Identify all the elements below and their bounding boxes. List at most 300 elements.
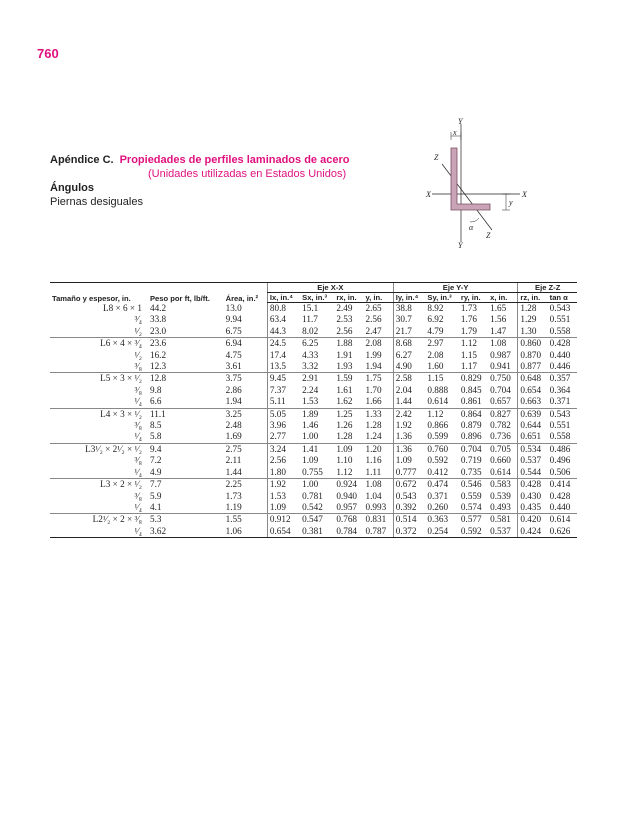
value-cell: 0.581 [490,514,511,525]
value-cell: 0.392 [393,502,425,514]
size-cell: L6 × 4 × ³⁄₄ [100,338,142,349]
value-cell: 2.53 [336,314,353,325]
size-cell: ³⁄₈ [134,384,142,395]
value-cell: 1.70 [365,384,382,395]
size-cell: L3 × 2 × ¹⁄₂ [100,479,142,490]
table-row [50,420,577,431]
value-cell: 4.1 [148,502,224,514]
value-cell: 2.56 [267,455,300,466]
value-cell: 0.506 [548,467,577,479]
value-cell: 0.639 [518,408,548,420]
value-cell: 1.44 [224,467,268,479]
group-header-zz: Eje Z-Z [518,283,577,293]
value-cell: 6.94 [225,338,242,349]
value-cell: 0.735 [459,467,488,479]
appendix-label: Apéndice C. [50,154,114,166]
value-cell: 0.420 [518,514,548,526]
table-row [50,514,577,526]
value-cell: 0.372 [393,526,425,538]
unequal-angles-table [50,282,577,538]
value-cell: 2.97 [427,338,444,349]
value-cell: 1.61 [336,384,353,395]
value-cell: 1.12 [334,467,363,479]
value-cell: 1.73 [460,303,477,313]
value-cell: 0.539 [490,490,511,501]
value-cell: 0.654 [267,526,300,538]
value-cell: 0.435 [518,502,548,514]
value-cell: 17.4 [267,350,300,361]
value-cell: 1.19 [224,502,268,514]
value-cell: 1.89 [302,408,319,419]
value-cell: 0.626 [548,526,577,538]
value-cell: 0.254 [425,526,459,538]
value-cell: 2.56 [365,314,382,325]
size-cell: ¹⁄₂ [134,349,142,360]
value-cell: 0.537 [488,526,518,538]
col-area-header: Área, in.² [225,293,259,303]
value-cell: 1.26 [336,420,353,431]
table-row [50,502,577,514]
value-cell: 1.12 [427,408,444,419]
value-cell: 0.551 [549,314,571,325]
value-cell: 1.06 [224,526,268,538]
table-row [50,467,577,479]
value-cell: 8.68 [393,338,425,350]
value-cell: 0.860 [518,338,548,350]
value-cell: 1.00 [302,479,319,490]
value-cell: 1.92 [393,420,425,431]
value-cell: 80.8 [267,303,300,315]
size-cell: ¹⁄₄ [50,502,148,514]
value-cell: 21.7 [393,326,425,338]
value-cell: 0.648 [518,373,548,385]
value-cell: 3.61 [224,361,268,373]
value-cell: 0.870 [518,350,548,361]
value-cell: 0.440 [549,349,571,360]
value-cell: 0.651 [518,431,548,443]
value-cell: 0.831 [365,514,387,525]
value-cell: 0.428 [549,338,571,349]
value-cell: 0.537 [518,455,548,466]
value-cell: 0.657 [488,396,518,408]
value-cell: 1.93 [334,361,363,373]
value-cell: 0.755 [300,467,334,479]
value-cell: 0.784 [334,526,363,538]
col-iy-header: Iy, in.⁴ [393,293,425,303]
value-cell: 2.77 [267,431,300,443]
value-cell: 1.79 [459,326,488,338]
label-x-small: x [453,128,457,137]
value-cell: 0.760 [427,443,449,454]
size-cell: L4 × 3 × ¹⁄₂ [100,408,142,419]
value-cell: 2.58 [393,373,425,385]
value-cell: 1.15 [427,373,444,384]
value-cell: 1.46 [302,420,319,431]
value-cell: 0.357 [549,373,571,384]
value-cell: 1.17 [459,361,488,373]
value-cell: 0.719 [460,455,482,466]
value-cell: 0.364 [549,384,571,395]
value-cell: 9.4 [149,443,162,454]
value-cell: 0.543 [549,303,571,313]
value-cell: 1.56 [490,314,507,325]
value-cell: 23.6 [149,338,167,349]
value-cell: 0.768 [336,514,357,525]
value-cell: 0.924 [336,479,357,490]
value-cell: 3.96 [267,420,300,431]
value-cell: 0.866 [427,420,449,431]
value-cell: 0.440 [548,502,577,514]
value-cell: 13.5 [267,361,300,373]
col-ry-header: ry, in. [459,293,488,303]
value-cell: 11.7 [302,314,318,325]
value-cell: 0.614 [425,396,459,408]
value-cell: 9.45 [267,373,300,385]
table-row [50,431,577,443]
size-cell: L2¹⁄₂ × 2 × ³⁄₈ [92,514,142,525]
value-cell: 2.11 [225,455,242,466]
z-axis-line [442,164,492,230]
value-cell: 1.10 [336,455,353,466]
table-row [50,396,577,408]
col-weight-header: Peso por ft, lb/ft. [149,293,210,303]
value-cell: 9.94 [225,314,242,325]
value-cell: 1.44 [393,396,425,408]
size-cell: ¹⁄₄ [50,396,148,408]
value-cell: 3.62 [148,526,224,538]
value-cell: 1.69 [224,431,268,443]
value-cell: 38.8 [393,303,425,315]
value-cell: 1.88 [336,338,353,349]
value-cell: 0.879 [460,420,482,431]
value-cell: 1.15 [460,349,477,360]
value-cell: 4.33 [302,349,319,360]
angle-shape [451,148,490,210]
value-cell: 2.42 [393,408,425,420]
value-cell: 5.3 [149,514,162,525]
section-subtitle: Piernas desiguales [50,196,143,208]
value-cell: 1.09 [336,443,353,454]
value-cell: 44.3 [267,326,300,338]
value-cell: 0.514 [393,514,425,526]
value-cell: 0.551 [549,420,571,431]
table-row [50,526,577,538]
value-cell: 0.542 [300,502,334,514]
value-cell: 1.11 [364,467,394,479]
value-cell: 1.29 [518,314,548,325]
value-cell: 2.08 [365,338,382,349]
col-sx-header: Sx, in.³ [300,293,334,303]
label-y-small: y [509,198,513,207]
value-cell: 2.65 [365,303,382,313]
value-cell: 0.987 [490,349,511,360]
value-cell: 4.90 [393,361,425,373]
value-cell: 5.9 [149,490,162,501]
value-cell: 0.371 [548,396,577,408]
value-cell: 1.53 [300,396,334,408]
value-cell: 16.2 [149,349,167,360]
value-cell: 15.1 [302,303,319,313]
value-cell: 1.92 [267,479,300,491]
value-cell: 0.654 [518,385,548,396]
value-cell: 1.12 [460,338,477,349]
label-x-right: X [522,190,527,199]
col-rx-header: rx, in. [334,293,363,303]
col-sy-header: Sy, in.³ [425,293,459,303]
value-cell: 0.941 [488,361,518,373]
value-cell: 0.559 [460,490,482,501]
value-cell: 8.02 [300,326,334,338]
table-row [50,385,577,396]
value-cell: 0.496 [549,455,571,466]
value-cell: 23.0 [148,326,224,338]
table-row [50,443,577,455]
value-cell: 1.04 [365,490,382,501]
group-header-yy: Eje Y-Y [393,283,518,293]
value-cell: 44.2 [149,302,167,313]
value-cell: 0.493 [488,502,518,514]
value-cell: 1.55 [225,514,242,525]
appendix-title: Propiedades de perfiles laminados de acero [119,154,350,166]
value-cell: 0.845 [460,384,482,395]
value-cell: 1.33 [365,408,382,419]
label-z-left: Z [434,153,439,162]
value-cell: 8.92 [427,303,444,313]
value-cell: 0.864 [460,408,482,419]
table-row [50,350,577,361]
value-cell: 0.592 [427,455,449,466]
value-cell: 0.424 [518,526,548,538]
value-cell: 12.8 [149,373,167,384]
angle-section-diagram [424,118,544,248]
value-cell: 0.827 [490,408,511,419]
value-cell: 0.614 [488,467,518,479]
size-cell: ¹⁄₄ [50,467,148,479]
value-cell: 0.888 [427,384,449,395]
value-cell: 0.543 [549,408,571,419]
size-cell: ¹⁄₄ [50,431,148,443]
value-cell: 3.75 [225,373,242,384]
value-cell: 2.75 [225,443,242,454]
table-row [50,455,577,466]
value-cell: 6.27 [393,350,425,361]
value-cell: 1.99 [365,349,382,360]
value-cell: 1.09 [302,455,319,466]
value-cell: 0.663 [518,396,548,408]
value-cell: 2.48 [225,420,242,431]
value-cell: 1.08 [490,338,507,349]
table-row [50,303,577,315]
size-cell: ³⁄₈ [134,490,142,501]
value-cell: 1.20 [365,443,382,454]
value-cell: 1.30 [518,326,548,338]
col-y-header: y, in. [364,293,394,303]
value-cell: 0.705 [490,443,511,454]
value-cell: 13.0 [225,302,242,313]
value-cell: 0.829 [460,373,482,384]
size-cell: ¹⁄₂ [50,326,148,338]
value-cell: 0.260 [425,502,459,514]
value-cell: 0.704 [490,384,511,395]
label-y-bottom: Y [458,241,463,248]
value-cell: 0.940 [336,490,357,501]
value-cell: 2.47 [364,326,394,338]
value-cell: 1.08 [365,479,382,490]
value-cell: 63.4 [267,314,300,325]
value-cell: 0.543 [393,491,425,502]
value-cell: 1.09 [393,455,425,466]
value-cell: 1.73 [225,490,242,501]
value-cell: 1.75 [365,373,382,384]
value-cell: 12.3 [148,361,224,373]
value-cell: 0.614 [549,514,571,525]
size-cell: L5 × 3 × ¹⁄₂ [100,373,142,384]
value-cell: 1.36 [393,443,425,455]
table-row [50,361,577,373]
value-cell: 0.574 [459,502,488,514]
value-cell: 4.79 [425,326,459,338]
value-cell: 1.36 [393,431,425,443]
value-cell: 0.486 [549,443,571,454]
value-cell: 1.28 [365,420,382,431]
label-alpha: α [469,223,474,232]
value-cell: 3.24 [267,443,300,455]
value-cell: 0.381 [300,526,334,538]
value-cell: 0.558 [548,431,577,443]
value-cell: 8.5 [149,420,162,431]
value-cell: 1.53 [267,491,300,502]
value-cell: 0.736 [488,431,518,443]
value-cell: 11.1 [149,408,166,419]
col-x-header: x, in. [488,293,518,303]
value-cell: 0.861 [459,396,488,408]
value-cell: 0.534 [518,443,548,455]
label-x-left: X [426,190,431,199]
value-cell: 1.59 [336,373,353,384]
label-z-right: Z [486,231,491,240]
value-cell: 4.9 [148,467,224,479]
value-cell: 0.474 [427,479,449,490]
value-cell: 0.912 [267,514,300,526]
units-note: (Unidades utilizadas en Estados Unidos) [148,168,347,180]
value-cell: 0.446 [548,361,577,373]
value-cell: 1.28 [334,431,363,443]
value-cell: 1.66 [364,396,394,408]
value-cell: 0.993 [364,502,394,514]
value-cell: 1.00 [300,431,334,443]
size-cell: L3¹⁄₂ × 2¹⁄₂ × ¹⁄₂ [85,443,142,454]
value-cell: 6.75 [224,326,268,338]
value-cell: 0.782 [490,420,511,431]
value-cell: 0.428 [518,479,548,491]
value-cell: 0.599 [425,431,459,443]
value-cell: 7.7 [149,479,162,490]
value-cell: 0.781 [302,490,323,501]
label-y-top: Y [458,118,463,126]
value-cell: 2.91 [302,373,319,384]
value-cell: 1.41 [302,443,319,454]
value-cell: 7.37 [267,385,300,396]
value-cell: 0.428 [549,490,571,501]
value-cell: 7.2 [149,455,162,466]
value-cell: 0.430 [518,491,548,502]
table-row [50,408,577,420]
value-cell: 2.25 [225,479,242,490]
size-cell: ³⁄₄ [134,314,142,325]
value-cell: 4.75 [225,349,242,360]
value-cell: 0.547 [302,514,323,525]
value-cell: 1.28 [518,303,548,315]
value-cell: 0.660 [490,455,511,466]
size-cell: L8 × 6 × 1 [103,302,142,313]
appendix-heading [50,153,349,209]
value-cell: 0.363 [427,514,449,525]
value-cell: 2.04 [393,385,425,396]
value-cell: 0.546 [460,479,482,490]
page-number: 760 [37,46,59,61]
size-cell: ³⁄₈ [50,361,148,373]
value-cell: 1.16 [365,455,382,466]
value-cell: 1.94 [364,361,394,373]
value-cell: 0.957 [334,502,363,514]
value-cell: 0.414 [549,479,571,490]
value-cell: 1.24 [364,431,394,443]
value-cell: 6.6 [148,396,224,408]
table-row [50,479,577,491]
value-cell: 3.32 [300,361,334,373]
value-cell: 0.704 [460,443,482,454]
value-cell: 3.25 [225,408,242,419]
group-header-xx: Eje X-X [267,283,393,293]
value-cell: 30.7 [393,314,425,325]
table-row [50,338,577,350]
value-cell: 2.56 [334,326,363,338]
value-cell: 2.24 [302,384,319,395]
value-cell: 1.62 [334,396,363,408]
value-cell: 0.544 [518,467,548,479]
value-cell: 33.8 [149,314,167,325]
value-cell: 0.412 [425,467,459,479]
value-cell: 5.05 [267,408,300,420]
table-row [50,326,577,338]
table-row [50,373,577,385]
value-cell: 0.877 [518,361,548,373]
col-tan-header: tan α [548,293,577,303]
value-cell: 1.47 [488,326,518,338]
value-cell: 0.558 [548,326,577,338]
value-cell: 0.583 [490,479,511,490]
value-cell: 1.80 [267,467,300,479]
value-cell: 24.5 [267,338,300,350]
value-cell: 6.25 [302,338,319,349]
value-cell: 0.750 [490,373,511,384]
size-cell: ³⁄₈ [134,455,142,466]
value-cell: 0.577 [460,514,482,525]
value-cell: 9.8 [149,384,162,395]
value-cell: 2.49 [336,303,353,313]
value-cell: 1.60 [425,361,459,373]
value-cell: 2.08 [427,349,444,360]
table-row [50,491,577,502]
table-body [50,303,577,538]
value-cell: 1.76 [460,314,477,325]
value-cell: 0.644 [518,420,548,431]
value-cell: 1.91 [336,349,353,360]
value-cell: 5.8 [148,431,224,443]
col-rz-header: rz, in. [518,293,548,303]
value-cell: 1.25 [336,408,353,419]
value-cell: 0.777 [393,467,425,479]
